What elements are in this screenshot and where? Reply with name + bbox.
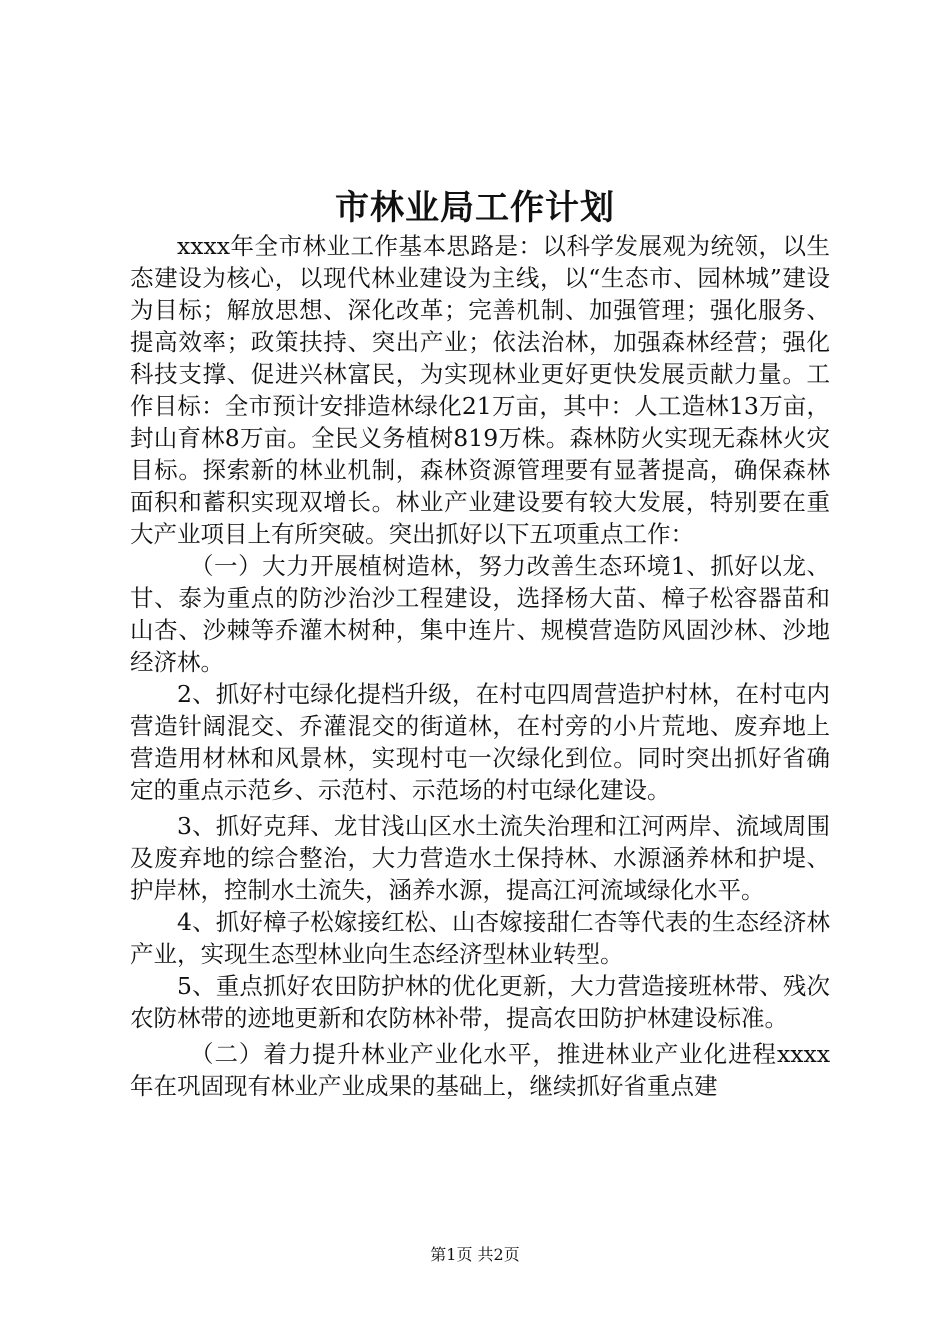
paragraph-item-4: 4、抓好樟子松嫁接红松、山杏嫁接甜仁杏等代表的生态经济林产业，实现生态型林业向生态经济型林业转型。 xyxy=(130,908,830,968)
page-footer: 第1页 共2页 xyxy=(430,1245,520,1264)
paragraph-item-3: 3、抓好克拜、龙甘浅山区水土流失治理和江河两岸、流域周围及废弃地的综合整治，大力营造水土保持林、水源涵养林和护堤、护岸林，控制水土流失，涵养水源，提高江河流域绿化水平。 xyxy=(130,812,830,904)
paragraph-intro: xxxx年全市林业工作基本思路是：以科学发展观为统领，以生态建设为核心，以现代林业建设为主线，以“生态市、园林城”建设为目标；解放思想、深化改革；完善机制、加强管理；强化服务、提高效率；政策扶持、突出产业；依法治林，加强森林经营；强化科技支撑、促进兴林富民，为实现林业更好更快发展贡献力量。工作目标：全市预计安排造林绿化21万亩，其中：人工造林13万亩，封山育林8万亩。全民义务植树819万株。森林防火实现无森林火灾目标。探索新的林业机制，森林资源管理要有显著提高，确保森林面积和蓄积实现双增长。林业产业建设要有较大发展，特别要在重大产业项目上有所突破。突出抓好以下五项重点工作： xyxy=(130,232,830,548)
paragraph-item-2: 2、抓好村屯绿化提档升级，在村屯四周营造护村林，在村屯内营造针阔混交、乔灌混交的街道林，在村旁的小片荒地、废弃地上营造用材林和风景林，实现村屯一次绿化到位。同时突出抓好省确定的重点示范乡、示范村、示范场的村屯绿化建设。 xyxy=(130,680,830,804)
paragraph-item-5: 5、重点抓好农田防护林的优化更新，大力营造接班林带、残次农防林带的迹地更新和农防林补带，提高农田防护林建设标准。 xyxy=(130,972,830,1032)
document-body xyxy=(130,230,830,1102)
paragraph-section-2: （二）着力提升林业产业化水平，推进林业产业化进程xxxx年在巩固现有林业产业成果的基础上，继续抓好省重点建 xyxy=(130,1040,830,1100)
page-title: 市林业局工作计划 xyxy=(335,188,615,228)
paragraph-section-1: （一）大力开展植树造林，努力改善生态环境1、抓好以龙、甘、泰为重点的防沙治沙工程建设，选择杨大苗、樟子松容器苗和山杏、沙棘等乔灌木树种，集中连片、规模营造防风固沙林、沙地经济林。 xyxy=(130,552,830,676)
